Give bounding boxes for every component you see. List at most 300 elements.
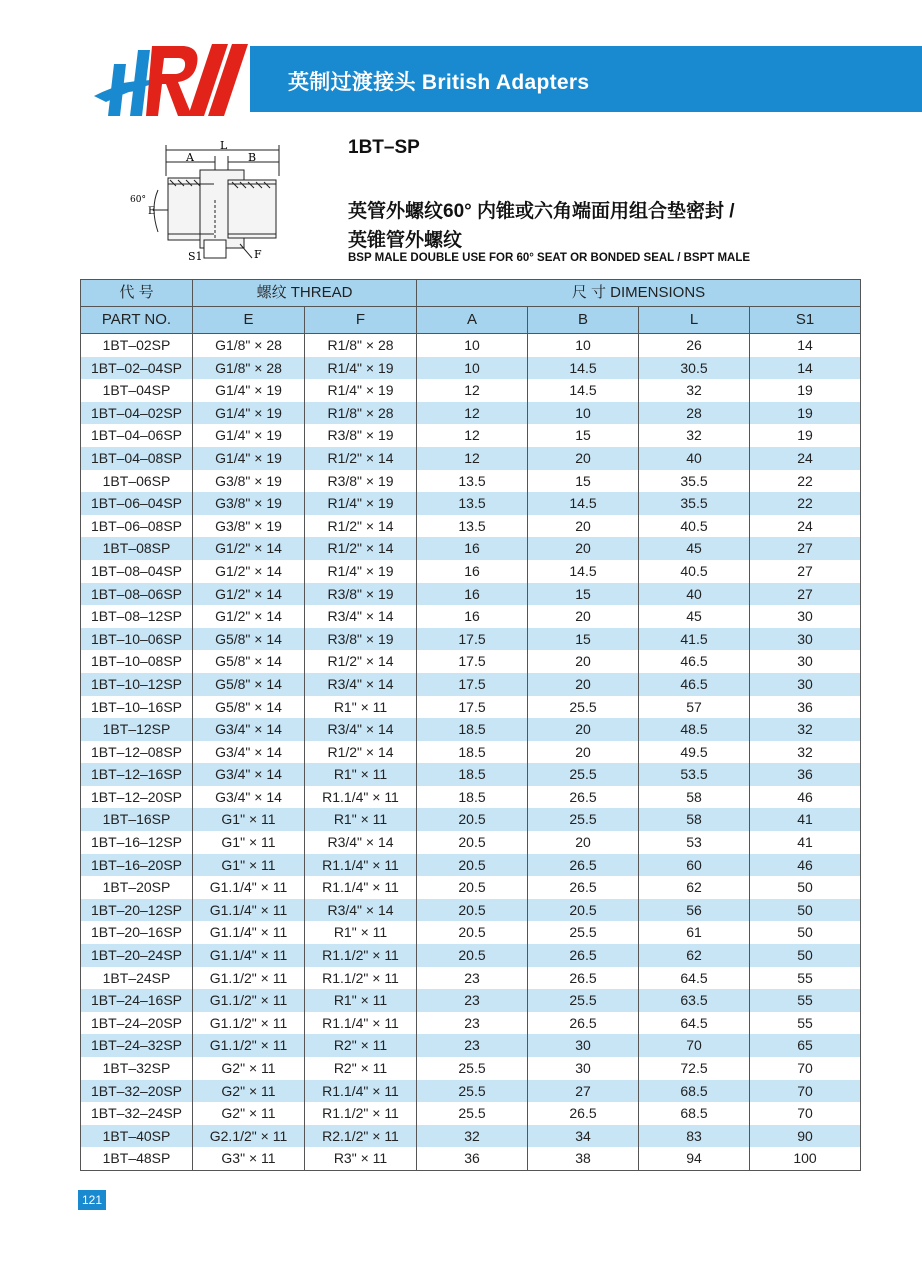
table-row bbox=[81, 876, 861, 899]
table-row bbox=[81, 763, 861, 786]
page-title: 英制过渡接头 British Adapters bbox=[288, 71, 590, 94]
part-no-cell: 1BT–10–06SP bbox=[81, 628, 193, 651]
dim-l-cell: 61 bbox=[639, 921, 750, 944]
dim-b-cell: 20 bbox=[528, 537, 639, 560]
thread-e-cell: G5/8" × 14 bbox=[193, 650, 305, 673]
dim-l-cell: 62 bbox=[639, 876, 750, 899]
thread-f-cell: R1.1/4" × 11 bbox=[305, 854, 417, 877]
part-no-cell: 1BT–06SP bbox=[81, 470, 193, 493]
part-no-cell: 1BT–12–20SP bbox=[81, 786, 193, 809]
part-no-cell: 1BT–06–08SP bbox=[81, 515, 193, 538]
dim-s1-cell: 24 bbox=[750, 447, 861, 470]
table-row bbox=[81, 1034, 861, 1057]
dim-l-cell: 53 bbox=[639, 831, 750, 854]
dim-l-cell: 68.5 bbox=[639, 1080, 750, 1103]
dim-a-cell: 18.5 bbox=[417, 786, 528, 809]
dim-s1-cell: 70 bbox=[750, 1057, 861, 1080]
dim-b-cell: 38 bbox=[528, 1147, 639, 1170]
code-header-en: PART NO. bbox=[81, 307, 193, 334]
part-no-cell: 1BT–02–04SP bbox=[81, 357, 193, 380]
thread-f-cell: R1.1/2" × 11 bbox=[305, 944, 417, 967]
dim-l-cell: 26 bbox=[639, 334, 750, 357]
dim-b-cell: 20 bbox=[528, 673, 639, 696]
dim-b-cell: 15 bbox=[528, 583, 639, 606]
dim-a-cell: 20.5 bbox=[417, 854, 528, 877]
fitting-drawing bbox=[128, 140, 288, 270]
dim-b-cell: 20 bbox=[528, 650, 639, 673]
dim-s1-cell: 36 bbox=[750, 696, 861, 719]
part-no-cell: 1BT–04SP bbox=[81, 379, 193, 402]
dim-a-cell: 17.5 bbox=[417, 628, 528, 651]
table-row bbox=[81, 989, 861, 1012]
table-row bbox=[81, 854, 861, 877]
thread-f-cell: R1.1/4" × 11 bbox=[305, 1012, 417, 1035]
dim-b-cell: 26.5 bbox=[528, 1102, 639, 1125]
dim-s1-cell: 50 bbox=[750, 944, 861, 967]
part-no-cell: 1BT–16–20SP bbox=[81, 854, 193, 877]
dim-a-cell: 18.5 bbox=[417, 741, 528, 764]
dim-s1-cell: 50 bbox=[750, 899, 861, 922]
dim-b-cell: 14.5 bbox=[528, 379, 639, 402]
thread-e-cell: G1" × 11 bbox=[193, 854, 305, 877]
code-header-cn: 代 号 bbox=[81, 280, 193, 307]
label-S1: S1 bbox=[188, 250, 203, 263]
dim-s1-cell: 41 bbox=[750, 808, 861, 831]
thread-f-cell: R1/2" × 14 bbox=[305, 447, 417, 470]
dim-s1-cell: 30 bbox=[750, 628, 861, 651]
part-no-cell: 1BT–12SP bbox=[81, 718, 193, 741]
dim-l-cell: 30.5 bbox=[639, 357, 750, 380]
dim-b-cell: 14.5 bbox=[528, 492, 639, 515]
dim-b-cell: 15 bbox=[528, 628, 639, 651]
thread-e-cell: G1/2" × 14 bbox=[193, 560, 305, 583]
table-row bbox=[81, 650, 861, 673]
thread-f-cell: R1.1/4" × 11 bbox=[305, 786, 417, 809]
dim-s1-cell: 27 bbox=[750, 583, 861, 606]
dim-b-cell: 20 bbox=[528, 605, 639, 628]
dim-a-cell: 12 bbox=[417, 447, 528, 470]
thread-e-cell: G1.1/4" × 11 bbox=[193, 944, 305, 967]
thread-f-cell: R2.1/2" × 11 bbox=[305, 1125, 417, 1148]
part-no-cell: 1BT–16SP bbox=[81, 808, 193, 831]
thread-f-cell: R1" × 11 bbox=[305, 763, 417, 786]
thread-f-cell: R1/4" × 19 bbox=[305, 492, 417, 515]
dim-b-cell: 10 bbox=[528, 334, 639, 357]
dim-a-cell: 17.5 bbox=[417, 673, 528, 696]
label-F: F bbox=[254, 248, 262, 261]
brand-logo bbox=[92, 36, 267, 122]
dim-l-cell: 58 bbox=[639, 808, 750, 831]
thread-e-cell: G1/8" × 28 bbox=[193, 334, 305, 357]
part-no-cell: 1BT–02SP bbox=[81, 334, 193, 357]
page-number: 121 bbox=[78, 1190, 106, 1210]
part-no-cell: 1BT–32SP bbox=[81, 1057, 193, 1080]
dim-a-cell: 17.5 bbox=[417, 650, 528, 673]
dim-l-cell: 32 bbox=[639, 379, 750, 402]
thread-f-cell: R1.1/4" × 11 bbox=[305, 1080, 417, 1103]
dim-s1-cell: 36 bbox=[750, 763, 861, 786]
thread-f-cell: R1" × 11 bbox=[305, 696, 417, 719]
dim-a-cell: 16 bbox=[417, 583, 528, 606]
table-row bbox=[81, 605, 861, 628]
thread-e-cell: G2" × 11 bbox=[193, 1102, 305, 1125]
thread-f-cell: R3/8" × 19 bbox=[305, 583, 417, 606]
thread-e-cell: G1" × 11 bbox=[193, 808, 305, 831]
table-row bbox=[81, 492, 861, 515]
dim-l-cell: 64.5 bbox=[639, 1012, 750, 1035]
product-desc-en: BSP MALE DOUBLE USE FOR 60° SEAT OR BONDED SEAL / BSPT MALE bbox=[348, 252, 751, 264]
dim-a-cell: 13.5 bbox=[417, 492, 528, 515]
thread-e-cell: G5/8" × 14 bbox=[193, 696, 305, 719]
part-no-cell: 1BT–12–16SP bbox=[81, 763, 193, 786]
dim-a-cell: 13.5 bbox=[417, 470, 528, 493]
thread-e-cell: G1.1/4" × 11 bbox=[193, 921, 305, 944]
dim-a-cell: 20.5 bbox=[417, 876, 528, 899]
thread-e-cell: G3/4" × 14 bbox=[193, 741, 305, 764]
table-row bbox=[81, 786, 861, 809]
thread-f-cell: R1/2" × 14 bbox=[305, 537, 417, 560]
dim-a-cell: 25.5 bbox=[417, 1057, 528, 1080]
dim-s1-cell: 22 bbox=[750, 492, 861, 515]
dim-l-cell: 49.5 bbox=[639, 741, 750, 764]
label-angle: 60° bbox=[130, 195, 146, 205]
dim-a-cell: 16 bbox=[417, 537, 528, 560]
thread-e-cell: G2.1/2" × 11 bbox=[193, 1125, 305, 1148]
table-row bbox=[81, 673, 861, 696]
part-no-cell: 1BT–24–20SP bbox=[81, 1012, 193, 1035]
dim-b-cell: 26.5 bbox=[528, 944, 639, 967]
dim-l-cell: 28 bbox=[639, 402, 750, 425]
dim-l-cell: 41.5 bbox=[639, 628, 750, 651]
thread-e-cell: G1/4" × 19 bbox=[193, 447, 305, 470]
dim-l-cell: 70 bbox=[639, 1034, 750, 1057]
thread-e-cell: G1.1/2" × 11 bbox=[193, 1012, 305, 1035]
dim-s1-cell: 55 bbox=[750, 989, 861, 1012]
dim-l-cell: 53.5 bbox=[639, 763, 750, 786]
dim-a-cell: 18.5 bbox=[417, 718, 528, 741]
dim-s1-cell: 55 bbox=[750, 1012, 861, 1035]
dim-s1-cell: 14 bbox=[750, 357, 861, 380]
table-row bbox=[81, 1057, 861, 1080]
table-row bbox=[81, 831, 861, 854]
dim-b-cell: 15 bbox=[528, 470, 639, 493]
thread-f-cell: R3" × 11 bbox=[305, 1147, 417, 1170]
dim-l-cell: 94 bbox=[639, 1147, 750, 1170]
table-row bbox=[81, 1125, 861, 1148]
dim-a-cell: 25.5 bbox=[417, 1102, 528, 1125]
dim-a-cell: 12 bbox=[417, 402, 528, 425]
dim-b-cell: 26.5 bbox=[528, 1012, 639, 1035]
dim-a-cell: 16 bbox=[417, 605, 528, 628]
thread-f-cell: R1/2" × 14 bbox=[305, 741, 417, 764]
dim-b-cell: 26.5 bbox=[528, 876, 639, 899]
thread-f-cell: R1/4" × 19 bbox=[305, 357, 417, 380]
dim-a-cell: 20.5 bbox=[417, 944, 528, 967]
table-row bbox=[81, 808, 861, 831]
dim-a-cell: 12 bbox=[417, 424, 528, 447]
table-row bbox=[81, 741, 861, 764]
dim-b-cell: 20 bbox=[528, 447, 639, 470]
table-row bbox=[81, 470, 861, 493]
dim-a-cell: 20.5 bbox=[417, 808, 528, 831]
thread-e-cell: G3/4" × 14 bbox=[193, 786, 305, 809]
part-no-cell: 1BT–10–12SP bbox=[81, 673, 193, 696]
col-header-E: E bbox=[193, 307, 305, 334]
dim-s1-cell: 55 bbox=[750, 967, 861, 990]
dim-a-cell: 32 bbox=[417, 1125, 528, 1148]
dim-s1-cell: 30 bbox=[750, 650, 861, 673]
thread-e-cell: G1/2" × 14 bbox=[193, 537, 305, 560]
dim-l-cell: 72.5 bbox=[639, 1057, 750, 1080]
dim-l-cell: 63.5 bbox=[639, 989, 750, 1012]
label-L: L bbox=[220, 140, 228, 152]
part-no-cell: 1BT–12–08SP bbox=[81, 741, 193, 764]
thread-e-cell: G1.1/4" × 11 bbox=[193, 876, 305, 899]
thread-f-cell: R3/4" × 14 bbox=[305, 899, 417, 922]
part-no-cell: 1BT–20SP bbox=[81, 876, 193, 899]
dim-l-cell: 83 bbox=[639, 1125, 750, 1148]
part-no-cell: 1BT–04–08SP bbox=[81, 447, 193, 470]
dim-s1-cell: 50 bbox=[750, 876, 861, 899]
table-row bbox=[81, 515, 861, 538]
dim-s1-cell: 65 bbox=[750, 1034, 861, 1057]
thread-f-cell: R1/4" × 19 bbox=[305, 560, 417, 583]
dim-s1-cell: 41 bbox=[750, 831, 861, 854]
dim-l-cell: 56 bbox=[639, 899, 750, 922]
thread-f-cell: R2" × 11 bbox=[305, 1057, 417, 1080]
thread-f-cell: R1/8" × 28 bbox=[305, 402, 417, 425]
thread-f-cell: R3/4" × 14 bbox=[305, 673, 417, 696]
thread-e-cell: G1.1/4" × 11 bbox=[193, 899, 305, 922]
dim-l-cell: 60 bbox=[639, 854, 750, 877]
dim-l-cell: 40 bbox=[639, 447, 750, 470]
dim-a-cell: 17.5 bbox=[417, 696, 528, 719]
dim-a-cell: 16 bbox=[417, 560, 528, 583]
dim-b-cell: 20 bbox=[528, 741, 639, 764]
dim-b-cell: 25.5 bbox=[528, 808, 639, 831]
thread-f-cell: R3/4" × 14 bbox=[305, 718, 417, 741]
dim-b-cell: 14.5 bbox=[528, 357, 639, 380]
thread-f-cell: R1.1/4" × 11 bbox=[305, 876, 417, 899]
dim-b-cell: 14.5 bbox=[528, 560, 639, 583]
table-row bbox=[81, 1080, 861, 1103]
dim-l-cell: 35.5 bbox=[639, 470, 750, 493]
dim-l-cell: 45 bbox=[639, 537, 750, 560]
dim-a-cell: 23 bbox=[417, 1012, 528, 1035]
dim-s1-cell: 24 bbox=[750, 515, 861, 538]
dim-b-cell: 26.5 bbox=[528, 967, 639, 990]
thread-e-cell: G1/2" × 14 bbox=[193, 605, 305, 628]
part-no-cell: 1BT–10–08SP bbox=[81, 650, 193, 673]
thread-f-cell: R1" × 11 bbox=[305, 989, 417, 1012]
part-no-cell: 1BT–08–06SP bbox=[81, 583, 193, 606]
part-no-cell: 1BT–24–16SP bbox=[81, 989, 193, 1012]
thread-e-cell: G1.1/2" × 11 bbox=[193, 1034, 305, 1057]
thread-f-cell: R1/4" × 19 bbox=[305, 379, 417, 402]
dim-s1-cell: 19 bbox=[750, 424, 861, 447]
table-row bbox=[81, 379, 861, 402]
thread-e-cell: G3/8" × 19 bbox=[193, 470, 305, 493]
dim-b-cell: 26.5 bbox=[528, 786, 639, 809]
thread-e-cell: G1/4" × 19 bbox=[193, 424, 305, 447]
thread-e-cell: G3" × 11 bbox=[193, 1147, 305, 1170]
dim-a-cell: 25.5 bbox=[417, 1080, 528, 1103]
dim-a-cell: 20.5 bbox=[417, 899, 528, 922]
dim-s1-cell: 32 bbox=[750, 718, 861, 741]
thread-e-cell: G3/8" × 19 bbox=[193, 515, 305, 538]
dim-s1-cell: 22 bbox=[750, 470, 861, 493]
part-no-cell: 1BT–20–16SP bbox=[81, 921, 193, 944]
dim-l-cell: 40.5 bbox=[639, 560, 750, 583]
dim-b-cell: 30 bbox=[528, 1057, 639, 1080]
thread-f-cell: R1.1/2" × 11 bbox=[305, 967, 417, 990]
dim-b-cell: 20.5 bbox=[528, 899, 639, 922]
label-A: A bbox=[186, 151, 194, 164]
dim-l-cell: 64.5 bbox=[639, 967, 750, 990]
dim-b-cell: 25.5 bbox=[528, 763, 639, 786]
thread-e-cell: G5/8" × 14 bbox=[193, 673, 305, 696]
dim-l-cell: 58 bbox=[639, 786, 750, 809]
thread-f-cell: R1/8" × 28 bbox=[305, 334, 417, 357]
dim-a-cell: 18.5 bbox=[417, 763, 528, 786]
dim-a-cell: 23 bbox=[417, 967, 528, 990]
col-header-L: L bbox=[639, 307, 750, 334]
dim-a-cell: 36 bbox=[417, 1147, 528, 1170]
dim-a-cell: 10 bbox=[417, 357, 528, 380]
part-no-cell: 1BT–08–04SP bbox=[81, 560, 193, 583]
thread-f-cell: R3/8" × 19 bbox=[305, 424, 417, 447]
product-desc-cn-2: 英锥管外螺纹 bbox=[348, 230, 463, 251]
part-no-cell: 1BT–04–02SP bbox=[81, 402, 193, 425]
col-header-B: B bbox=[528, 307, 639, 334]
thread-f-cell: R1/2" × 14 bbox=[305, 650, 417, 673]
product-code: 1BT–SP bbox=[348, 137, 420, 158]
part-no-cell: 1BT–32–20SP bbox=[81, 1080, 193, 1103]
table-row bbox=[81, 921, 861, 944]
dim-l-cell: 45 bbox=[639, 605, 750, 628]
dim-l-cell: 48.5 bbox=[639, 718, 750, 741]
dim-s1-cell: 46 bbox=[750, 786, 861, 809]
part-no-cell: 1BT–48SP bbox=[81, 1147, 193, 1170]
dim-s1-cell: 19 bbox=[750, 402, 861, 425]
dim-s1-cell: 30 bbox=[750, 605, 861, 628]
part-no-cell: 1BT–32–24SP bbox=[81, 1102, 193, 1125]
table-row bbox=[81, 447, 861, 470]
table-header-row-2 bbox=[81, 307, 861, 334]
dim-a-cell: 20.5 bbox=[417, 921, 528, 944]
dim-s1-cell: 90 bbox=[750, 1125, 861, 1148]
table-row bbox=[81, 628, 861, 651]
dim-s1-cell: 30 bbox=[750, 673, 861, 696]
table-row bbox=[81, 357, 861, 380]
dim-a-cell: 12 bbox=[417, 379, 528, 402]
dim-b-cell: 25.5 bbox=[528, 989, 639, 1012]
thread-e-cell: G5/8" × 14 bbox=[193, 628, 305, 651]
thread-f-cell: R3/8" × 19 bbox=[305, 628, 417, 651]
dim-b-cell: 10 bbox=[528, 402, 639, 425]
table-row bbox=[81, 967, 861, 990]
dim-s1-cell: 32 bbox=[750, 741, 861, 764]
dim-s1-cell: 27 bbox=[750, 537, 861, 560]
part-no-cell: 1BT–20–12SP bbox=[81, 899, 193, 922]
table-row bbox=[81, 537, 861, 560]
label-E: E bbox=[148, 206, 156, 217]
dim-b-cell: 26.5 bbox=[528, 854, 639, 877]
dim-a-cell: 23 bbox=[417, 989, 528, 1012]
dim-b-cell: 20 bbox=[528, 515, 639, 538]
dim-s1-cell: 19 bbox=[750, 379, 861, 402]
dim-a-cell: 23 bbox=[417, 1034, 528, 1057]
thread-e-cell: G1/2" × 14 bbox=[193, 583, 305, 606]
dimensions-header: 尺 寸 DIMENSIONS bbox=[417, 280, 861, 307]
table-row bbox=[81, 718, 861, 741]
dim-s1-cell: 14 bbox=[750, 334, 861, 357]
thread-e-cell: G2" × 11 bbox=[193, 1080, 305, 1103]
thread-e-cell: G1.1/2" × 11 bbox=[193, 967, 305, 990]
part-no-cell: 1BT–08SP bbox=[81, 537, 193, 560]
dim-l-cell: 40.5 bbox=[639, 515, 750, 538]
table-row bbox=[81, 1102, 861, 1125]
spec-table bbox=[80, 279, 861, 1171]
table-row bbox=[81, 402, 861, 425]
thread-f-cell: R2" × 11 bbox=[305, 1034, 417, 1057]
dim-l-cell: 62 bbox=[639, 944, 750, 967]
col-header-F: F bbox=[305, 307, 417, 334]
thread-f-cell: R1" × 11 bbox=[305, 808, 417, 831]
thread-f-cell: R1.1/2" × 11 bbox=[305, 1102, 417, 1125]
dim-b-cell: 20 bbox=[528, 831, 639, 854]
thread-f-cell: R1" × 11 bbox=[305, 921, 417, 944]
label-B: B bbox=[248, 151, 257, 164]
table-row bbox=[81, 560, 861, 583]
table-row bbox=[81, 696, 861, 719]
dim-l-cell: 32 bbox=[639, 424, 750, 447]
table-row bbox=[81, 899, 861, 922]
thread-e-cell: G1.1/2" × 11 bbox=[193, 989, 305, 1012]
dim-l-cell: 40 bbox=[639, 583, 750, 606]
dim-l-cell: 57 bbox=[639, 696, 750, 719]
thread-header: 螺纹 THREAD bbox=[193, 280, 417, 307]
thread-e-cell: G1/4" × 19 bbox=[193, 402, 305, 425]
thread-e-cell: G3/4" × 14 bbox=[193, 763, 305, 786]
table-row bbox=[81, 583, 861, 606]
dim-a-cell: 13.5 bbox=[417, 515, 528, 538]
table-row bbox=[81, 1012, 861, 1035]
table-row bbox=[81, 424, 861, 447]
dim-s1-cell: 46 bbox=[750, 854, 861, 877]
part-no-cell: 1BT–10–16SP bbox=[81, 696, 193, 719]
dim-b-cell: 15 bbox=[528, 424, 639, 447]
thread-f-cell: R3/8" × 19 bbox=[305, 470, 417, 493]
thread-e-cell: G1" × 11 bbox=[193, 831, 305, 854]
thread-e-cell: G3/8" × 19 bbox=[193, 492, 305, 515]
thread-e-cell: G2" × 11 bbox=[193, 1057, 305, 1080]
dim-s1-cell: 50 bbox=[750, 921, 861, 944]
part-no-cell: 1BT–06–04SP bbox=[81, 492, 193, 515]
dim-b-cell: 30 bbox=[528, 1034, 639, 1057]
product-desc-cn-1: 英管外螺纹60° 内锥或六角端面用组合垫密封 / bbox=[348, 201, 735, 222]
thread-e-cell: G1/4" × 19 bbox=[193, 379, 305, 402]
part-no-cell: 1BT–16–12SP bbox=[81, 831, 193, 854]
dim-b-cell: 20 bbox=[528, 718, 639, 741]
table-row bbox=[81, 944, 861, 967]
dim-l-cell: 68.5 bbox=[639, 1102, 750, 1125]
dim-s1-cell: 70 bbox=[750, 1102, 861, 1125]
col-header-A: A bbox=[417, 307, 528, 334]
dim-s1-cell: 70 bbox=[750, 1080, 861, 1103]
dim-a-cell: 20.5 bbox=[417, 831, 528, 854]
part-no-cell: 1BT–08–12SP bbox=[81, 605, 193, 628]
